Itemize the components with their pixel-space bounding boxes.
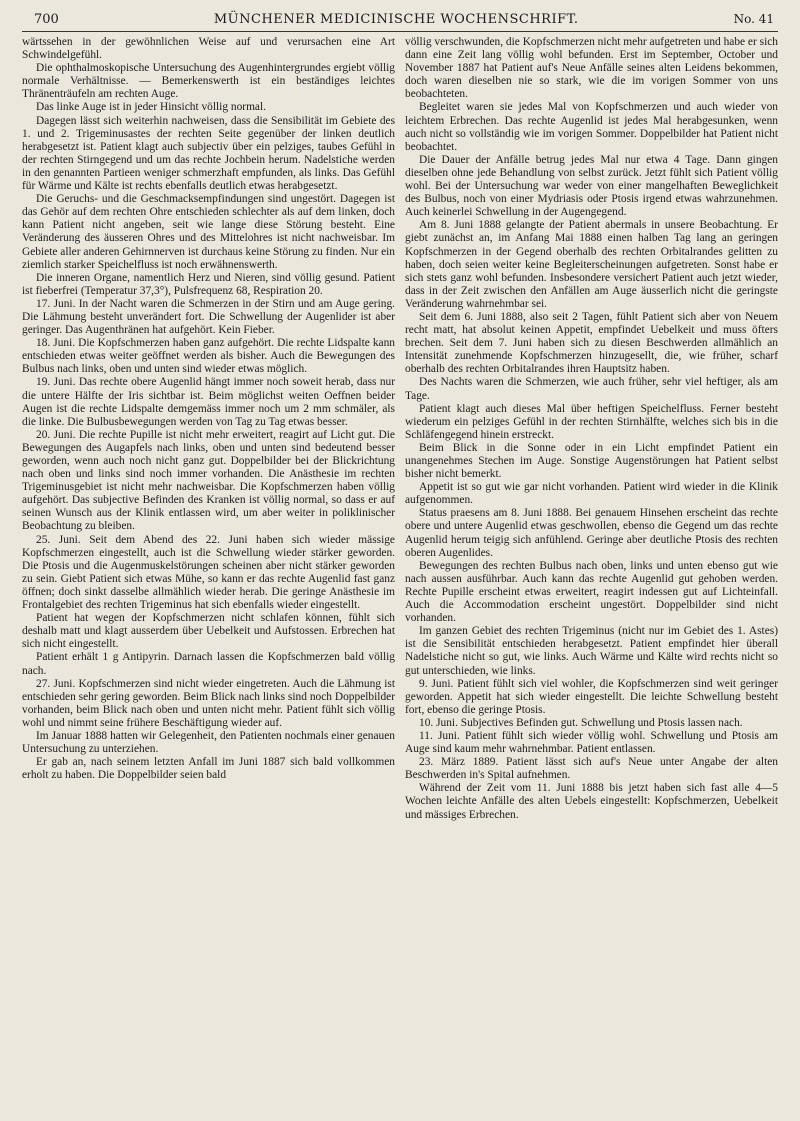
paragraph: 18. Juni. Die Kopfschmerzen haben ganz aufgehört. Die rechte Lidspalte kann entschieden etwas weiter geöffnet werden als bisher. Auch die Bewegungen des Bulbus nach links, oben und unten sind wieder etwas möglich.	[22, 337, 395, 376]
paragraph: Status praesens am 8. Juni 1888. Bei genauem Hinsehen erscheint das rechte obere und untere Augenlid etwas geschwollen, ebenso die Gegend um das rechte Augenlid herum teigig sich anfühlend. Geringe aber deutliche Ptosis des rechten oberen Augenlides.	[405, 507, 778, 559]
paragraph: Er gab an, nach seinem letzten Anfall im Juni 1887 sich bald vollkommen erholt zu haben. Die Doppelbilder seien bald	[22, 756, 395, 782]
paragraph: Appetit ist so gut wie gar nicht vorhanden. Patient wird wieder in die Klinik aufgenommen.	[405, 481, 778, 507]
paragraph: 25. Juni. Seit dem Abend des 22. Juni haben sich wieder mässige Kopfschmerzen eingestellt, auch ist die Schwellung wieder stärker geworden. Die Ptosis und die Augenmuskelstörungen scheinen aber nicht stärker geworden zu sein. Giebt Patient sich etwas Mühe, so kann er das rechte Augenlid fast ganz öffnen; doch sinkt dasselbe allmählich wieder herab. Die geringe Anästhesie im Frontalgebiet des rechten Trigeminus hat sich ebenfalls wieder eingestellt.	[22, 533, 395, 612]
paragraph: 27. Juni. Kopfschmerzen sind nicht wieder eingetreten. Auch die Lähmung ist entschieden sehr gering geworden. Beim Blick nach links sind noch Doppelbilder vorhanden, beim Blick nach oben und unten nicht mehr. Patient fühlt sich völlig wohl und nimmt seine frühere Beschäftigung wieder auf.	[22, 677, 395, 729]
paragraph: 10. Juni. Subjectives Befinden gut. Schwellung und Ptosis lassen nach.	[419, 716, 743, 729]
paragraph: Begleitet waren sie jedes Mal von Kopfschmerzen und auch wieder von leichtem Erbrechen. Das rechte Augenlid ist jedes Mal herabgesunken, wenn auch nicht so vollständig wie im vorigen Sommer. Doppelbilder hat Patient nicht beobachtet.	[405, 101, 778, 153]
right-column	[405, 36, 778, 1111]
journal-title: MÜNCHENER MEDICINISCHE WOCHENSCHRIFT.	[213, 12, 579, 27]
page-number: 700	[34, 12, 59, 27]
paragraph: Des Nachts waren die Schmerzen, wie auch früher, sehr viel heftiger, als am Tage.	[405, 376, 778, 402]
paragraph: Dagegen lässt sich weiterhin nachweisen, dass die Sensibilität im Gebiete des 1. und 2. Trigeminusastes der rechten Seite gegenüber der linken deutlich herabgesetzt ist. Patient klagt auch subjectiv über ein pelziges, taubes Gefühl in der rechten Stirngegend und um das rechte Jochbein herum. Nadelstiche werden in den genannten Partieen weniger schmerzhaft empfunden, als links. Das Gefühl für Wärme und Kälte ist rechts ebenfalls deutlich etwas herabgesetzt.	[22, 114, 395, 193]
paragraph: 11. Juni. Patient fühlt sich wieder völlig wohl. Schwellung und Ptosis am Auge sind kaum mehr wahrnehmbar. Patient entlassen.	[405, 729, 778, 756]
paragraph: Seit dem 6. Juni 1888, also seit 2 Tagen, fühlt Patient sich aber von Neuem recht matt, hat absolut keinen Appetit, empfindet Uebelkeit und muss öfters brechen. Seit dem 7. Juni haben sich zu diesen Beschwerden allmählich an Intensität zunehmende Kopfschmerzen hinzugesellt, die, wie früher, scharf oberhalb des rechten Orbitalrandes ihren Hauptsitz haben.	[405, 310, 778, 376]
paragraph: völlig verschwunden, die Kopfschmerzen nicht mehr aufgetreten und habe er sich dann eine Zeit lang völlig wohl befunden. Erst im September, October und November 1887 hat Patient auf's Neue Anfälle seines alten Leidens bekommen, doch waren dieselben nie so stark, wie die im vorigen Sommer von uns beobachteten.	[405, 36, 778, 101]
paragraph: Die ophthalmoskopische Untersuchung des Augenhintergrundes ergiebt völlig normale Verhältnisse. — Bemerkenswerth ist ein beständiges leichtes Thränenträufeln am rechten Auge.	[22, 62, 395, 101]
paragraph: 23. März 1889. Patient lässt sich auf's Neue unter Angabe der alten Beschwerden in's Spital aufnehmen.	[405, 756, 778, 782]
paragraph: Die Geruchs- und die Geschmacksempfindungen sind ungestört. Dagegen ist das Gehör auf dem rechten Ohre entschieden schlechter als auf dem linken, doch kann Patient nicht angeben, seit wie lange diese Störung besteht. Eine Veränderung des äusseren Ohres und des Mittelohres ist nicht nachweisbar. Im Gebiete aller anderen Gehirnnerven ist durchaus keine Störung zu finden. Nur ein ziemlich starker Speichelfluss ist noch erwähnenswerth.	[22, 193, 395, 271]
left-column	[22, 36, 395, 1111]
paragraph: Im ganzen Gebiet des rechten Trigeminus (nicht nur im Gebiet des 1. Astes) ist die Sensibilität entschieden herabgesetzt. Patient empfindet hier überall Nadelstiche nicht so gut, wie links. Auch Wärme und Kälte wird rechts nicht so gut unterschieden, wie links.	[405, 625, 778, 677]
paragraph: Patient erhält 1 g Antipyrin. Darnach lassen die Kopfschmerzen bald völlig nach.	[22, 651, 395, 677]
paragraph: Beim Blick in die Sonne oder in ein Licht empfindet Patient ein unangenehmes Stechen im Auge. Sonstige Augenstörungen hat Patient selbst bisher nicht bemerkt.	[405, 441, 778, 481]
paragraph: Im Januar 1888 hatten wir Gelegenheit, den Patienten nochmals einer genauen Untersuchung zu unterziehen.	[22, 729, 395, 756]
paragraph: Die inneren Organe, namentlich Herz und Nieren, sind völlig gesund. Patient ist fieberfrei (Temperatur 37,3°), Pulsfrequenz 68, Respiration 20.	[22, 271, 395, 297]
paragraph: 20. Juni. Die rechte Pupille ist nicht mehr erweitert, reagirt auf Licht gut. Die Bewegungen des Augapfels nach links, oben und unten sind bedeutend besser geworden, wenn auch noch nicht ganz gut. Doppelbilder bei der Blickrichtung nach oben und links sind noch immer vorhanden. Die Anästhesie im rechten Trigeminusgebiet ist nicht mehr nachweisbar. Die Kopfschmerzen haben völlig aufgehört. Das subjective Befinden des Kranken ist völlig normal, so dass er auf seinen Wunsch aus der Klinik entlassen wird, um aber weiter in poliklinischer Beobachtung zu bleiben.	[22, 428, 395, 533]
paragraph: Patient hat wegen der Kopfschmerzen nicht schlafen können, fühlt sich deshalb matt und klagt ausserdem über Uebelkeit und Aufstossen. Erbrechen hat sich nicht eingestellt.	[22, 612, 395, 651]
paragraph: Während der Zeit vom 11. Juni 1888 bis jetzt haben sich fast alle 4—5 Wochen leichte Anfälle des alten Uebels eingestellt: Kopfschmerzen, Uebelkeit und mässiges Erbrechen.	[405, 782, 778, 821]
issue-number: No. 41	[733, 12, 774, 26]
paragraph: Patient klagt auch dieses Mal über heftigen Speichelfluss. Ferner besteht wiederum ein pelziges Gefühl in der rechten Stirnhälfte, welches sich bis in die Schläfengegend hinein erstreckt.	[405, 402, 778, 441]
paragraph: Die Dauer der Anfälle betrug jedes Mal nur etwa 4 Tage. Dann gingen dieselben ohne jede Behandlung von selbst zurück. Jetzt fühlt sich Patient völlig wohl. Bei der Untersuchung war weder von einer mangelhaften Beweglichkeit des Bulbus, noch von einer Mydriasis oder Ptosis irgend etwas wahrzunehmen. Auch keinerlei Schwellung in der Augengegend.	[405, 153, 778, 219]
header-rule	[22, 31, 778, 32]
paragraph: Das linke Auge ist in jeder Hinsicht völlig normal.	[36, 101, 266, 114]
paragraph: 19. Juni. Das rechte obere Augenlid hängt immer noch soweit herab, dass nur die untere Hälfte der Iris sichtbar ist. Beim möglichst weiten Oeffnen beider Augen ist die rechte Lidspalte demgemäss immer noch um 2 mm schmäler, als die linke. Die Bulbusbewegungen werden von Tag zu Tag etwas besser.	[22, 376, 395, 428]
text-columns	[22, 36, 778, 1111]
paragraph: 17. Juni. In der Nacht waren die Schmerzen in der Stirn und am Auge gering. Die Lähmung besteht unverändert fort. Die Schwellung der Augenlider ist aber geringer. Das Augenthränen hat aufgehört. Kein Fieber.	[22, 297, 395, 337]
paragraph: Bewegungen des rechten Bulbus nach oben, links und unten ebenso gut wie nach aussen ausführbar. Auch kann das rechte Augenlid gut gehoben werden. Rechte Pupille erscheint etwas erweitert, reagirt indessen gut auf Lichteinfall. Auch die Accommodation erscheint ungestört. Doppelbilder sind nicht vorhanden.	[405, 559, 778, 625]
paragraph: 9. Juni. Patient fühlt sich viel wohler, die Kopfschmerzen sind weit geringer geworden. Appetit hat sich wieder eingestellt. Die leichte Schwellung besteht fort, ebenso die geringe Ptosis.	[405, 677, 778, 716]
running-header	[22, 12, 778, 29]
paragraph: Am 8. Juni 1888 gelangte der Patient abermals in unsere Beobachtung. Er giebt zunächst an, im Anfang Mai 1888 einen halben Tag lang an geringen Kopfschmerzen in der Gegend oberhalb des rechten Orbitalrandes gelitten zu haben, doch seien weiter keine Begleiterscheinungen aufgetreten. Sonst habe er sich stets ganz wohl befunden. Insbesondere versichert Patient auch jetzt wieder, dass in der Zeit zwischen den Anfällen am Auge äusserlich nicht die geringste Veränderung wahrnehmbar sei.	[405, 219, 778, 310]
paragraph: wärtssehen in der gewöhnlichen Weise auf und verursachen eine Art Schwindelgefühl.	[22, 36, 395, 62]
